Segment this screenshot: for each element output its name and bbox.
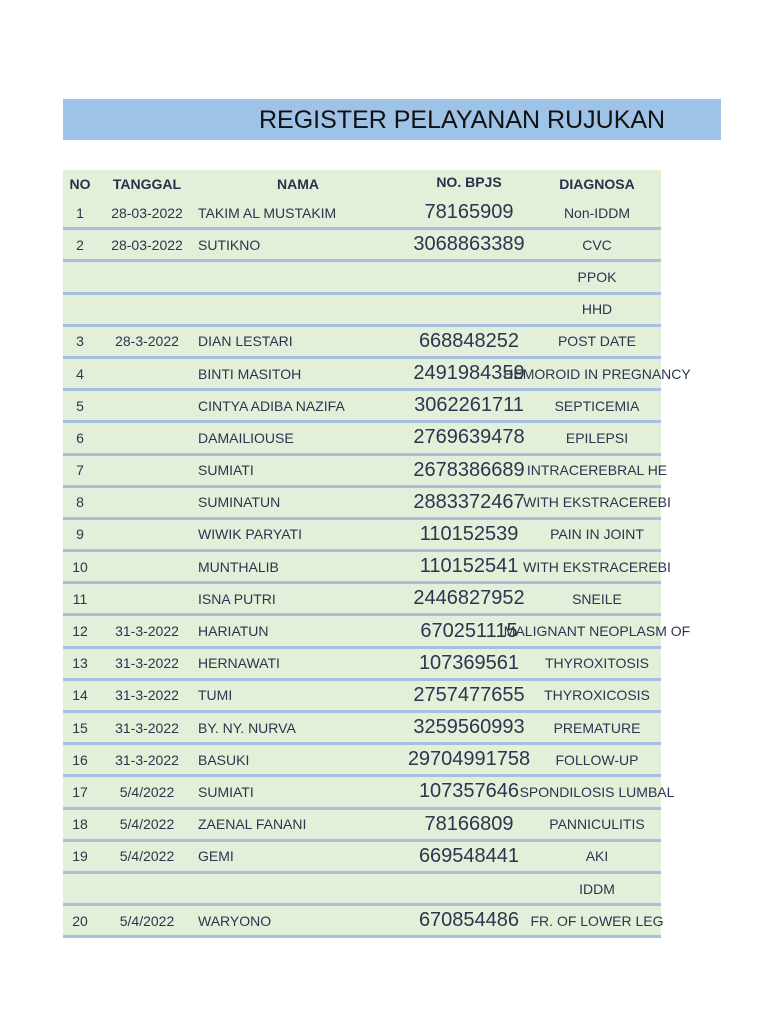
table-row bbox=[63, 198, 661, 230]
cell-diagnosa-text: IDDM bbox=[579, 880, 615, 897]
cell-bpjs-text: 669548441 bbox=[418, 844, 520, 867]
cell-nama-text: MUNTHALIB bbox=[198, 558, 279, 575]
cell-bpjs bbox=[403, 842, 535, 871]
cell-nama-text: HARIATUN bbox=[198, 623, 269, 640]
table-row bbox=[63, 359, 691, 391]
cell-no-text: 12 bbox=[72, 623, 88, 640]
cell-diagnosa bbox=[533, 649, 661, 678]
cell-nama bbox=[198, 616, 408, 645]
cell-bpjs-text: 29704991758 bbox=[407, 748, 531, 771]
table-row bbox=[63, 842, 661, 874]
cell-tanggal bbox=[103, 616, 191, 645]
cell-diagnosa bbox=[533, 584, 661, 613]
cell-nama-text: BY. NY. NURVA bbox=[198, 719, 296, 736]
cell-diagnosa bbox=[533, 713, 661, 742]
cell-diagnosa bbox=[533, 391, 661, 420]
cell-nama-text: CINTYA ADIBA NAZIFA bbox=[198, 397, 345, 414]
table-row bbox=[63, 810, 661, 842]
cell-no bbox=[63, 520, 97, 549]
cell-nama bbox=[198, 906, 408, 935]
cell-tanggal-text: 28-3-2022 bbox=[115, 333, 179, 350]
cell-bpjs-text: 3068863389 bbox=[413, 233, 525, 256]
cell-tanggal bbox=[103, 842, 191, 871]
cell-tanggal-text: 5/4/2022 bbox=[119, 848, 175, 865]
cell-nama bbox=[198, 359, 408, 388]
table-row bbox=[63, 327, 661, 359]
cell-diagnosa-text: SEPTICEMIA bbox=[554, 397, 640, 414]
cell-tanggal bbox=[103, 359, 191, 388]
cell-nama-text: ZAENAL FANANI bbox=[198, 816, 307, 833]
table-row bbox=[63, 262, 661, 294]
cell-tanggal bbox=[103, 423, 191, 452]
cell-bpjs-text: 2491984359 bbox=[413, 362, 525, 385]
cell-nama-text: SUMIATI bbox=[198, 462, 254, 479]
page-title: REGISTER PELAYANAN RUJUKAN bbox=[259, 106, 666, 134]
cell-diagnosa bbox=[526, 456, 668, 485]
cell-bpjs-text: 107357646 bbox=[418, 780, 520, 803]
cell-diagnosa bbox=[533, 423, 661, 452]
cell-diagnosa bbox=[533, 327, 661, 356]
cell-bpjs-text: 3259560993 bbox=[413, 716, 525, 739]
cell-diagnosa-text: MALIGNANT NEOPLASM OF bbox=[503, 623, 691, 640]
cell-tanggal bbox=[103, 874, 191, 903]
cell-bpjs-text: 3062261711 bbox=[414, 394, 524, 417]
cell-no-text: 14 bbox=[72, 687, 88, 704]
cell-nama bbox=[198, 713, 408, 742]
cell-diagnosa bbox=[523, 488, 671, 517]
cell-tanggal bbox=[103, 198, 191, 227]
cell-nama bbox=[198, 423, 408, 452]
cell-no-text: 5 bbox=[76, 397, 84, 414]
cell-bpjs bbox=[403, 456, 535, 485]
cell-bpjs bbox=[403, 552, 535, 581]
cell-no bbox=[63, 327, 97, 356]
cell-tanggal-text: 31-3-2022 bbox=[115, 655, 179, 672]
cell-diagnosa-text: Non-IDDM bbox=[563, 204, 631, 221]
table-row bbox=[63, 488, 671, 520]
cell-nama bbox=[198, 295, 408, 324]
cell-no bbox=[63, 552, 97, 581]
cell-nama-text: TAKIM AL MUSTAKIM bbox=[198, 204, 337, 221]
cell-nama bbox=[198, 520, 408, 549]
cell-diagnosa-text: FR. OF LOWER LEG bbox=[530, 912, 664, 929]
cell-nama bbox=[198, 745, 408, 774]
cell-diagnosa-text: INTRACEREBRAL HE bbox=[526, 462, 668, 479]
table-body bbox=[63, 198, 691, 938]
cell-diagnosa-text: PREMATURE bbox=[553, 719, 641, 736]
cell-tanggal-text: 31-3-2022 bbox=[115, 623, 179, 640]
cell-nama-text: BINTI MASITOH bbox=[198, 365, 302, 382]
cell-nama bbox=[198, 488, 408, 517]
cell-nama bbox=[198, 552, 408, 581]
header-tanggal: TANGGAL bbox=[112, 176, 182, 192]
cell-tanggal bbox=[103, 456, 191, 485]
cell-nama-text: BASUKI bbox=[198, 751, 250, 768]
cell-bpjs bbox=[403, 777, 535, 806]
cell-bpjs-text: 2757477655 bbox=[413, 683, 525, 706]
cell-diagnosa bbox=[533, 874, 661, 903]
cell-no-text: 6 bbox=[76, 429, 84, 446]
cell-diagnosa-text: EPILEPSI bbox=[565, 429, 629, 446]
table-row bbox=[63, 230, 661, 262]
cell-diagnosa-text: AKI bbox=[585, 848, 609, 865]
cell-diagnosa-text: PPOK bbox=[577, 268, 617, 285]
cell-tanggal-text: 28-03-2022 bbox=[111, 236, 183, 253]
header-nama: NAMA bbox=[277, 176, 319, 192]
table-header bbox=[63, 170, 661, 198]
cell-no-text: 13 bbox=[72, 655, 88, 672]
cell-bpjs-text: 2883372467 bbox=[413, 490, 525, 513]
cell-diagnosa bbox=[503, 359, 691, 388]
cell-no-text: 1 bbox=[76, 204, 84, 221]
cell-tanggal-text: 5/4/2022 bbox=[119, 912, 175, 929]
cell-no bbox=[63, 842, 97, 871]
cell-nama bbox=[198, 810, 408, 839]
cell-tanggal bbox=[103, 906, 191, 935]
cell-no bbox=[63, 649, 97, 678]
table-row bbox=[63, 681, 661, 713]
cell-bpjs-text: 670854486 bbox=[418, 909, 520, 932]
cell-nama bbox=[198, 777, 408, 806]
cell-no bbox=[63, 874, 97, 903]
cell-no bbox=[63, 681, 97, 710]
cell-no-text: 7 bbox=[76, 462, 84, 479]
cell-tanggal-text: 31-3-2022 bbox=[115, 687, 179, 704]
cell-nama-text: WIWIK PARYATI bbox=[198, 526, 302, 543]
cell-no bbox=[63, 198, 97, 227]
cell-no bbox=[63, 359, 97, 388]
cell-bpjs-text: 78165909 bbox=[424, 201, 514, 224]
cell-nama bbox=[198, 842, 408, 871]
cell-nama-text: SUMINATUN bbox=[198, 494, 281, 511]
table-row bbox=[63, 295, 661, 327]
cell-nama bbox=[198, 681, 408, 710]
cell-nama-text: HERNAWATI bbox=[198, 655, 280, 672]
cell-diagnosa-text: WITH EKSTRACEREBI bbox=[523, 558, 671, 575]
cell-diagnosa-text: PAIN IN JOINT bbox=[550, 526, 644, 543]
cell-no-text: 11 bbox=[72, 590, 88, 607]
cell-no bbox=[63, 906, 97, 935]
cell-bpjs bbox=[403, 874, 535, 903]
table-row bbox=[63, 391, 661, 423]
cell-nama-text: SUMIATI bbox=[198, 783, 254, 800]
cell-bpjs bbox=[403, 681, 535, 710]
cell-no bbox=[63, 488, 97, 517]
cell-nama-text: SUTIKNO bbox=[198, 236, 261, 253]
cell-bpjs-text: 78166809 bbox=[424, 812, 514, 835]
cell-bpjs bbox=[403, 198, 535, 227]
cell-nama-text: GEMI bbox=[198, 848, 234, 865]
table-row bbox=[63, 456, 668, 488]
cell-tanggal bbox=[103, 584, 191, 613]
cell-no bbox=[63, 810, 97, 839]
cell-no-text: 3 bbox=[76, 333, 84, 350]
cell-no bbox=[63, 584, 97, 613]
cell-diagnosa-text: THYROXICOSIS bbox=[544, 687, 650, 704]
cell-nama bbox=[198, 456, 408, 485]
cell-no-text: 19 bbox=[72, 848, 88, 865]
cell-diagnosa bbox=[533, 842, 661, 871]
cell-tanggal bbox=[103, 713, 191, 742]
cell-no bbox=[63, 713, 97, 742]
cell-bpjs bbox=[403, 488, 535, 517]
cell-tanggal bbox=[103, 649, 191, 678]
cell-diagnosa-text: SNEILE bbox=[572, 590, 622, 607]
cell-no bbox=[63, 295, 97, 324]
cell-no-text: 2 bbox=[76, 236, 84, 253]
cell-diagnosa bbox=[533, 745, 661, 774]
table-row bbox=[63, 906, 664, 938]
cell-tanggal bbox=[103, 391, 191, 420]
cell-no bbox=[63, 391, 97, 420]
cell-no-text: 18 bbox=[72, 816, 88, 833]
cell-no-text: 9 bbox=[76, 526, 84, 543]
table-row bbox=[63, 713, 661, 745]
register-table bbox=[63, 170, 691, 938]
table-row bbox=[63, 552, 671, 584]
cell-bpjs bbox=[403, 745, 535, 774]
cell-nama bbox=[198, 262, 408, 291]
cell-diagnosa bbox=[533, 230, 661, 259]
cell-diagnosa bbox=[533, 681, 661, 710]
cell-diagnosa-text: THYROXITOSIS bbox=[545, 655, 649, 672]
cell-no bbox=[63, 777, 97, 806]
cell-bpjs-text: 110152539 bbox=[419, 522, 519, 545]
header-bpjs: NO. BPJS bbox=[436, 174, 502, 190]
cell-nama-text: ISNA PUTRI bbox=[198, 590, 276, 607]
table-row bbox=[63, 777, 675, 809]
cell-tanggal-text: 31-3-2022 bbox=[115, 751, 179, 768]
title-band bbox=[63, 99, 721, 140]
cell-bpjs-text: 107369561 bbox=[418, 651, 520, 674]
cell-diagnosa bbox=[530, 906, 664, 935]
cell-diagnosa bbox=[523, 552, 671, 581]
table-row bbox=[63, 649, 661, 681]
cell-bpjs bbox=[403, 423, 535, 452]
table-row bbox=[63, 745, 661, 777]
cell-diagnosa-text: HHD bbox=[581, 301, 613, 318]
cell-no bbox=[63, 423, 97, 452]
cell-tanggal bbox=[103, 230, 191, 259]
cell-bpjs bbox=[403, 649, 535, 678]
cell-bpjs-text: 110152541 bbox=[419, 555, 519, 578]
cell-nama bbox=[198, 874, 408, 903]
cell-tanggal bbox=[103, 681, 191, 710]
cell-bpjs-text: 2446827952 bbox=[413, 587, 525, 610]
cell-no bbox=[63, 262, 97, 291]
cell-diagnosa-text: HEMOROID IN PREGNANCY bbox=[503, 365, 691, 382]
cell-bpjs bbox=[403, 262, 535, 291]
cell-nama bbox=[198, 327, 408, 356]
cell-tanggal bbox=[103, 488, 191, 517]
cell-bpjs bbox=[403, 810, 535, 839]
cell-nama-text: DIAN LESTARI bbox=[198, 333, 293, 350]
cell-diagnosa-text: SPONDILOSIS LUMBAL bbox=[519, 783, 675, 800]
table-row bbox=[63, 423, 661, 455]
cell-tanggal-text: 28-03-2022 bbox=[111, 204, 183, 221]
cell-bpjs bbox=[403, 584, 535, 613]
cell-diagnosa-text: POST DATE bbox=[557, 333, 637, 350]
cell-diagnosa-text: PANNICULITIS bbox=[549, 816, 645, 833]
cell-tanggal-text: 31-3-2022 bbox=[115, 719, 179, 736]
cell-tanggal bbox=[103, 295, 191, 324]
cell-no-text: 20 bbox=[72, 912, 88, 929]
table-row bbox=[63, 874, 661, 906]
cell-bpjs bbox=[403, 713, 535, 742]
cell-bpjs bbox=[403, 295, 535, 324]
cell-no bbox=[63, 745, 97, 774]
cell-diagnosa-text: FOLLOW-UP bbox=[555, 751, 639, 768]
cell-no-text: 17 bbox=[72, 783, 88, 800]
table-row bbox=[63, 520, 661, 552]
cell-bpjs bbox=[403, 906, 535, 935]
cell-diagnosa bbox=[533, 520, 661, 549]
cell-bpjs-text: 670251115 bbox=[420, 619, 518, 642]
cell-nama bbox=[198, 584, 408, 613]
cell-no-text: 15 bbox=[72, 719, 88, 736]
cell-nama bbox=[198, 649, 408, 678]
cell-bpjs-text: 668848252 bbox=[418, 329, 520, 352]
cell-no-text: 8 bbox=[76, 494, 84, 511]
cell-no bbox=[63, 616, 97, 645]
cell-no-text: 10 bbox=[72, 558, 88, 575]
cell-tanggal-text: 5/4/2022 bbox=[119, 816, 175, 833]
cell-diagnosa bbox=[519, 777, 675, 806]
table-row bbox=[63, 584, 661, 616]
cell-diagnosa-text: CVC bbox=[582, 236, 612, 253]
cell-no bbox=[63, 230, 97, 259]
cell-tanggal bbox=[103, 777, 191, 806]
cell-nama-text: TUMI bbox=[198, 687, 233, 704]
table-row bbox=[63, 616, 691, 648]
cell-diagnosa bbox=[533, 262, 661, 291]
cell-nama-text: WARYONO bbox=[198, 912, 272, 929]
cell-nama bbox=[198, 230, 408, 259]
cell-tanggal-text: 5/4/2022 bbox=[119, 783, 175, 800]
cell-nama bbox=[198, 391, 408, 420]
cell-no-text: 16 bbox=[72, 751, 88, 768]
cell-bpjs-text: 2678386689 bbox=[413, 458, 525, 481]
cell-no bbox=[63, 456, 97, 485]
cell-bpjs bbox=[403, 230, 535, 259]
cell-diagnosa bbox=[533, 198, 661, 227]
header-diagnosa: DIAGNOSA bbox=[559, 176, 635, 192]
cell-tanggal bbox=[103, 552, 191, 581]
cell-diagnosa bbox=[503, 616, 691, 645]
cell-nama-text: DAMAILIOUSE bbox=[198, 429, 294, 446]
cell-diagnosa bbox=[533, 295, 661, 324]
cell-bpjs bbox=[403, 391, 535, 420]
cell-bpjs bbox=[403, 327, 535, 356]
cell-bpjs-text: 2769639478 bbox=[413, 426, 525, 449]
cell-tanggal bbox=[103, 327, 191, 356]
cell-nama bbox=[198, 198, 408, 227]
cell-tanggal bbox=[103, 810, 191, 839]
header-no: NO bbox=[69, 176, 91, 192]
cell-no-text: 4 bbox=[76, 365, 84, 382]
cell-tanggal bbox=[103, 745, 191, 774]
cell-bpjs bbox=[403, 520, 535, 549]
cell-tanggal bbox=[103, 262, 191, 291]
cell-diagnosa-text: WITH EKSTRACEREBI bbox=[523, 494, 671, 511]
cell-tanggal bbox=[103, 520, 191, 549]
cell-diagnosa bbox=[533, 810, 661, 839]
